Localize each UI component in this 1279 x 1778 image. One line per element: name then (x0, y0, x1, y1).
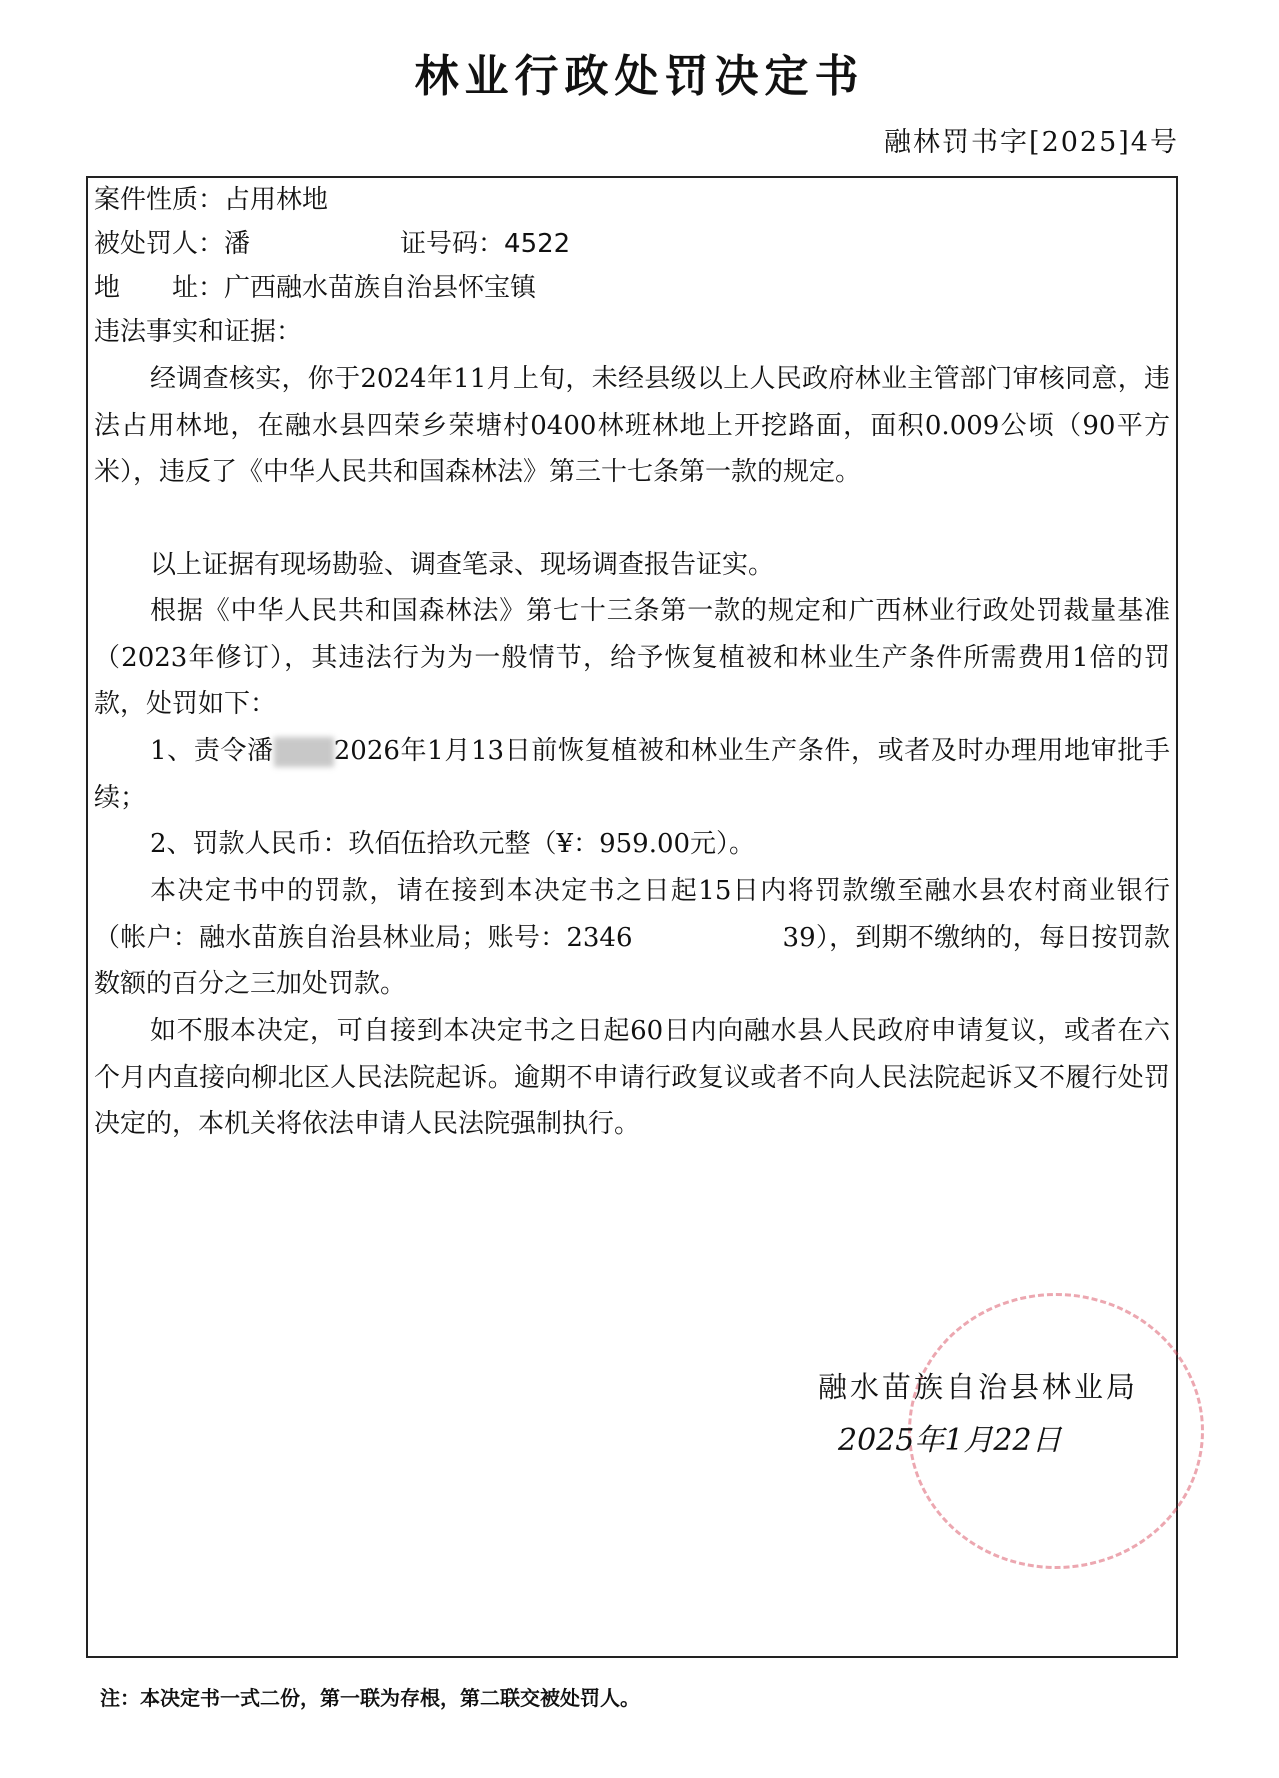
penalty-item-1 (94, 728, 1170, 821)
facts-paragraph: 经调查核实，你于2024年11月上旬，未经县级以上人民政府林业主管部门审核同意，违法占用林地，在融水县四荣乡荣塘村0400林班林地上开挖路面，面积0.009公顷（90平方米），违反了《中华人民共和国森林法》第三十七条第一款的规定。 (94, 364, 1170, 487)
payment-paragraph (94, 868, 1170, 1008)
item1-prefix: 1、责令潘 (150, 736, 274, 766)
case-type-label: 案件性质： (94, 185, 225, 215)
case-type-row (94, 178, 328, 222)
id-label: 证号码： (400, 229, 505, 259)
payment-text-b: 39），到期不缴纳的，每日按罚款数额的百分之三加处罚款。 (94, 922, 1170, 999)
issue-date: 2025年1月22日 (838, 1423, 1062, 1458)
party-name: 潘 (224, 229, 251, 259)
evidence-paragraph: 以上证据有现场勘验、调查笔录、现场调查报告证实。 (150, 550, 775, 580)
address-label: 地 址： (94, 273, 225, 303)
redacted-name (274, 737, 334, 767)
address-row (94, 266, 536, 310)
document-body-frame (86, 176, 1178, 1658)
issuing-agency: 融水苗族自治县林业局 (818, 1370, 1139, 1404)
document-number: 融林罚书字[2025]4号 (884, 127, 1179, 158)
document-title: 林业行政处罚决定书 (414, 51, 865, 102)
party-row (94, 222, 570, 266)
facts-heading: 违法事实和证据： (94, 317, 303, 347)
address-value: 广西融水苗族自治县怀宝镇 (224, 273, 537, 303)
item1-rest: 2026年1月13日前恢复植被和林业生产条件，或者及时办理用地审批手续； (94, 736, 1171, 813)
footnote: 注：本决定书一式二份，第一联为存根，第二联交被处罚人。 (100, 1686, 640, 1710)
id-number: 4522 (504, 229, 571, 259)
payment-text-a: 本决定书中的罚款，请在接到本决定书之日起15日内将罚款缴至融水县农村商业银行（帐户：融水苗族自治县林业局；账号：2346 (94, 876, 1170, 953)
penalty-item-2: 2、罚款人民币：玖佰伍拾玖元整（¥：959.00元）。 (150, 829, 756, 859)
case-type-value: 占用林地 (224, 185, 329, 215)
basis-paragraph: 根据《中华人民共和国森林法》第七十三条第一款的规定和广西林业行政处罚裁量基准（2023年修订），其违法行为为一般情节，给予恢复植被和林业生产条件所需费用1倍的罚款，处罚如下： (94, 596, 1170, 719)
party-label: 被处罚人： (94, 229, 225, 259)
appeal-paragraph: 如不服本决定，可自接到本决定书之日起60日内向融水县人民政府申请复议，或者在六个月内直接向柳北区人民法院起诉。逾期不申请行政复议或者不向人民法院起诉又不履行处罚决定的，本机关将依法申请人民法院强制执行。 (94, 1016, 1170, 1139)
